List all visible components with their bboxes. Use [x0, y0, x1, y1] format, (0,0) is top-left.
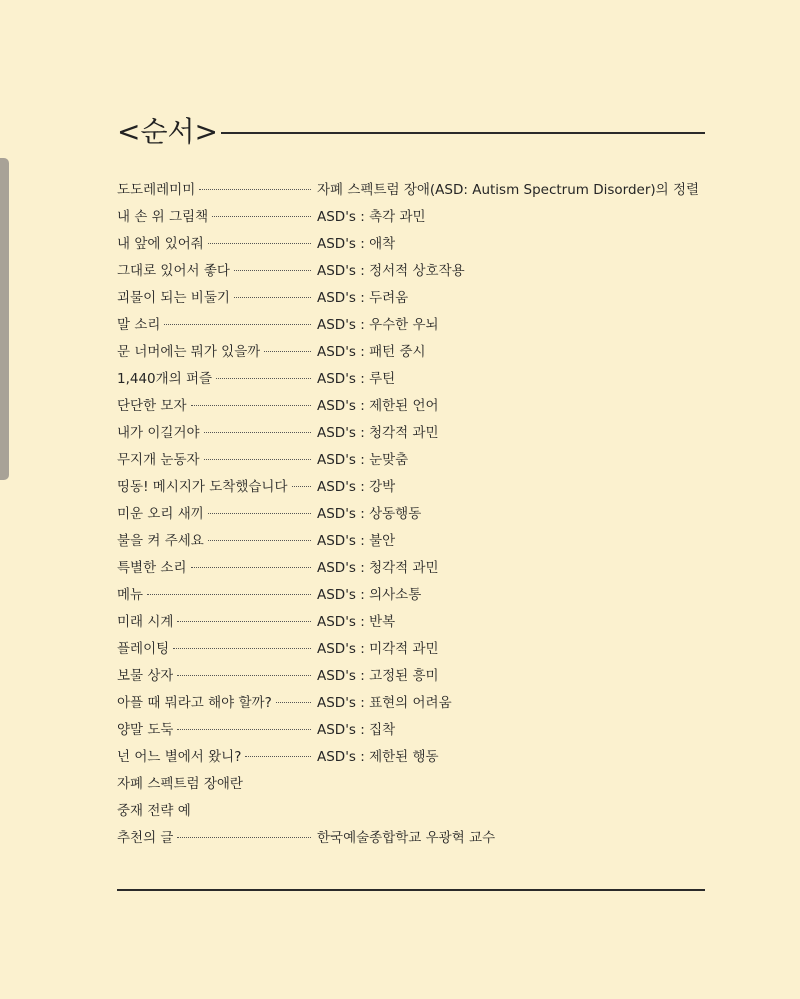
toc-entry-topic: ASD's : 집착 — [317, 722, 396, 738]
toc-entry-topic: ASD's : 눈맞춤 — [317, 452, 409, 468]
toc-entry-title: 메뉴 — [117, 587, 144, 603]
toc-entry-title: 미운 오리 새끼 — [117, 506, 204, 522]
toc-entry[interactable] — [117, 312, 707, 339]
toc-entry[interactable] — [117, 258, 707, 285]
dot-leader — [164, 323, 311, 325]
toc-entry-topic: ASD's : 반복 — [317, 614, 396, 630]
toc-entry-title: 미래 시계 — [117, 614, 174, 630]
dot-leader — [191, 566, 312, 568]
toc-entry[interactable] — [117, 690, 707, 717]
toc-entry-topic: ASD's : 두려움 — [317, 290, 409, 306]
dot-leader — [204, 431, 311, 433]
toc-entry-title: 추천의 글 — [117, 830, 174, 846]
toc-entry-topic: ASD's : 청각적 과민 — [317, 425, 439, 441]
toc-entry-title: 무지개 눈동자 — [117, 452, 200, 468]
toc-entry-title: 괴물이 되는 비둘기 — [117, 290, 230, 306]
toc-entry[interactable] — [117, 825, 707, 852]
toc-entry-title: 양말 도둑 — [117, 722, 174, 738]
toc-entry-topic: ASD's : 청각적 과민 — [317, 560, 439, 576]
toc-entry-title: 말 소리 — [117, 317, 161, 333]
toc-entry-title: 띵동! 메시지가 도착했습니다 — [117, 479, 288, 495]
toc-entry[interactable] — [117, 771, 707, 798]
dot-leader — [191, 404, 312, 406]
toc-entry-topic: ASD's : 정서적 상호작용 — [317, 263, 465, 279]
toc-entry-title: 도도레레미미 — [117, 182, 196, 198]
toc-entry-title: 불을 켜 주세요 — [117, 533, 204, 549]
toc-entry-title: 넌 어느 별에서 왔니? — [117, 749, 242, 765]
dot-leader — [208, 539, 311, 541]
toc-entry[interactable] — [117, 285, 707, 312]
toc-entry[interactable] — [117, 798, 707, 825]
heading-rule — [221, 132, 705, 134]
toc-entry[interactable] — [117, 744, 707, 771]
scrollbar-handle[interactable] — [0, 158, 9, 480]
dot-leader — [147, 593, 311, 595]
table-of-contents — [117, 177, 707, 852]
toc-entry-topic: ASD's : 애착 — [317, 236, 396, 252]
bottom-rule — [117, 889, 705, 891]
toc-entry[interactable] — [117, 582, 707, 609]
toc-heading: <순서> — [117, 115, 219, 148]
toc-entry-title: 보물 상자 — [117, 668, 174, 684]
toc-entry-topic: ASD's : 루틴 — [317, 371, 396, 387]
toc-entry-topic: ASD's : 상동행동 — [317, 506, 422, 522]
toc-entry-topic: ASD's : 표현의 어려움 — [317, 695, 452, 711]
toc-entry[interactable] — [117, 231, 707, 258]
toc-entry[interactable] — [117, 177, 707, 204]
toc-entry-title: 플레이팅 — [117, 641, 170, 657]
dot-leader — [177, 620, 311, 622]
toc-header — [117, 112, 705, 152]
toc-entry-topic: 한국예술종합학교 우광혁 교수 — [317, 830, 496, 846]
toc-entry-topic: ASD's : 우수한 우뇌 — [317, 317, 439, 333]
dot-leader — [208, 242, 311, 244]
toc-entry[interactable] — [117, 474, 707, 501]
dot-leader — [234, 269, 311, 271]
toc-entry-topic: ASD's : 강박 — [317, 479, 396, 495]
toc-entry[interactable] — [117, 393, 707, 420]
toc-entry[interactable] — [117, 528, 707, 555]
toc-entry-title: 그대로 있어서 좋다 — [117, 263, 230, 279]
dot-leader — [292, 485, 312, 487]
toc-entry-title: 특별한 소리 — [117, 560, 187, 576]
toc-entry[interactable] — [117, 447, 707, 474]
toc-entry-title: 단단한 모자 — [117, 398, 187, 414]
toc-entry[interactable] — [117, 609, 707, 636]
toc-entry-title: 내가 이길거야 — [117, 425, 200, 441]
dot-leader — [173, 647, 311, 649]
toc-entry[interactable] — [117, 663, 707, 690]
toc-entry-title: 문 너머에는 뭐가 있을까 — [117, 344, 261, 360]
dot-leader — [177, 728, 311, 730]
toc-entry-topic: ASD's : 제한된 행동 — [317, 749, 439, 765]
toc-entry-title: 아플 때 뭐라고 해야 할까? — [117, 695, 272, 711]
dot-leader — [177, 674, 311, 676]
dot-leader — [245, 755, 311, 757]
dot-leader — [208, 512, 311, 514]
toc-entry-title: 중재 전략 예 — [117, 803, 191, 819]
dot-leader — [264, 350, 311, 352]
dot-leader — [234, 296, 311, 298]
toc-entry[interactable] — [117, 204, 707, 231]
dot-leader — [212, 215, 311, 217]
toc-entry[interactable] — [117, 366, 707, 393]
toc-entry-topic: ASD's : 제한된 언어 — [317, 398, 439, 414]
toc-entry[interactable] — [117, 420, 707, 447]
dot-leader — [177, 836, 311, 838]
toc-entry-title: 자폐 스펙트럼 장애란 — [117, 776, 243, 792]
dot-leader — [199, 188, 311, 190]
toc-entry[interactable] — [117, 717, 707, 744]
toc-entry[interactable] — [117, 555, 707, 582]
toc-entry-topic: ASD's : 불안 — [317, 533, 396, 549]
toc-entry-topic: ASD's : 미각적 과민 — [317, 641, 439, 657]
toc-entry[interactable] — [117, 339, 707, 366]
toc-entry-topic: ASD's : 고정된 흥미 — [317, 668, 439, 684]
dot-leader — [276, 701, 311, 703]
toc-entry-title: 내 앞에 있어줘 — [117, 236, 204, 252]
toc-entry[interactable] — [117, 636, 707, 663]
toc-entry-topic: ASD's : 의사소통 — [317, 587, 422, 603]
toc-entry-topic: 자폐 스펙트럼 장애(ASD: Autism Spectrum Disorder)의 정렬 — [317, 182, 700, 198]
toc-entry-title: 내 손 위 그림책 — [117, 209, 209, 225]
toc-entry-title: 1,440개의 퍼즐 — [117, 371, 213, 387]
dot-leader — [216, 377, 311, 379]
toc-entry[interactable] — [117, 501, 707, 528]
toc-entry-topic: ASD's : 촉각 과민 — [317, 209, 426, 225]
toc-entry-topic: ASD's : 패턴 중시 — [317, 344, 426, 360]
dot-leader — [204, 458, 311, 460]
